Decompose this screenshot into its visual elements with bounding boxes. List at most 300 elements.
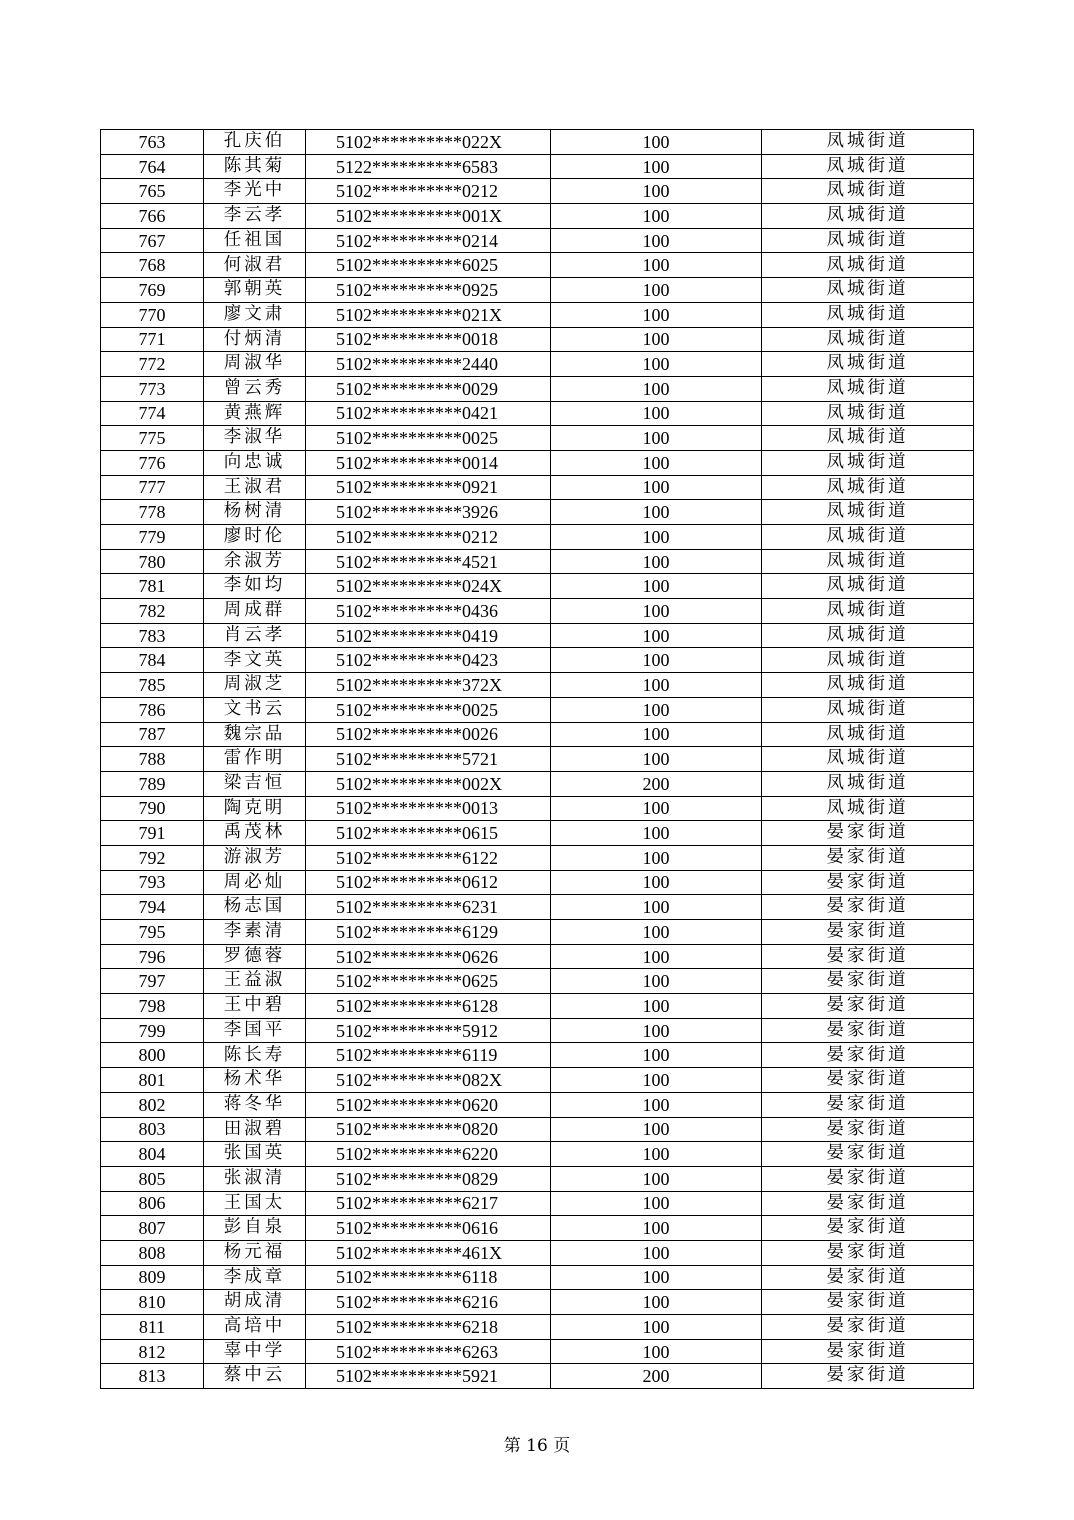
table-row (101, 401, 974, 426)
table-row (101, 426, 974, 451)
table-row (101, 1068, 974, 1093)
amount-cell: 100 (551, 821, 762, 846)
name-cell: 李淑华 (204, 426, 306, 451)
district-cell: 凤城街道 (762, 648, 974, 673)
row-number-cell: 812 (101, 1339, 204, 1364)
name-cell: 李文英 (204, 648, 306, 673)
table-row (101, 673, 974, 698)
amount-cell: 100 (551, 450, 762, 475)
amount-cell: 100 (551, 376, 762, 401)
id-number-cell: 5102**********5721 (306, 747, 551, 772)
district-cell: 凤城街道 (762, 401, 974, 426)
row-number-cell: 768 (101, 253, 204, 278)
id-number-cell: 5122**********6583 (306, 154, 551, 179)
district-cell: 凤城街道 (762, 130, 974, 155)
district-cell: 凤城街道 (762, 747, 974, 772)
row-number-cell: 797 (101, 969, 204, 994)
name-cell: 李成章 (204, 1265, 306, 1290)
name-cell: 张淑清 (204, 1166, 306, 1191)
id-number-cell: 5102**********0014 (306, 450, 551, 475)
district-cell: 晏家街道 (762, 1018, 974, 1043)
district-cell: 晏家街道 (762, 870, 974, 895)
name-cell: 黄燕辉 (204, 401, 306, 426)
table-row (101, 722, 974, 747)
row-number-cell: 776 (101, 450, 204, 475)
table-row (101, 648, 974, 673)
name-cell: 张国英 (204, 1142, 306, 1167)
table-row (101, 1240, 974, 1265)
row-number-cell: 804 (101, 1142, 204, 1167)
id-number-cell: 5102**********0025 (306, 426, 551, 451)
row-number-cell: 790 (101, 796, 204, 821)
id-number-cell: 5102**********0626 (306, 944, 551, 969)
district-cell: 晏家街道 (762, 895, 974, 920)
table-row (101, 278, 974, 303)
row-number-cell: 785 (101, 673, 204, 698)
row-number-cell: 781 (101, 574, 204, 599)
row-number-cell: 796 (101, 944, 204, 969)
name-cell: 辜中学 (204, 1339, 306, 1364)
table-row (101, 796, 974, 821)
district-cell: 晏家街道 (762, 1191, 974, 1216)
id-number-cell: 5102**********0421 (306, 401, 551, 426)
name-cell: 王淑君 (204, 475, 306, 500)
name-cell: 何淑君 (204, 253, 306, 278)
district-cell: 凤城街道 (762, 327, 974, 352)
amount-cell: 100 (551, 673, 762, 698)
row-number-cell: 792 (101, 845, 204, 870)
id-number-cell: 5102**********0013 (306, 796, 551, 821)
row-number-cell: 800 (101, 1043, 204, 1068)
row-number-cell: 784 (101, 648, 204, 673)
table-row (101, 1117, 974, 1142)
id-number-cell: 5102**********0829 (306, 1166, 551, 1191)
row-number-cell: 799 (101, 1018, 204, 1043)
amount-cell: 100 (551, 228, 762, 253)
id-number-cell: 5102**********6220 (306, 1142, 551, 1167)
name-cell: 陈其菊 (204, 154, 306, 179)
id-number-cell: 5102**********372X (306, 673, 551, 698)
id-number-cell: 5102**********5921 (306, 1364, 551, 1389)
district-cell: 晏家街道 (762, 1339, 974, 1364)
row-number-cell: 801 (101, 1068, 204, 1093)
table-row (101, 1043, 974, 1068)
row-number-cell: 763 (101, 130, 204, 155)
amount-cell: 100 (551, 796, 762, 821)
table-row (101, 130, 974, 155)
id-number-cell: 5102**********6122 (306, 845, 551, 870)
row-number-cell: 795 (101, 920, 204, 945)
district-cell: 晏家街道 (762, 969, 974, 994)
amount-cell: 200 (551, 771, 762, 796)
row-number-cell: 777 (101, 475, 204, 500)
row-number-cell: 770 (101, 302, 204, 327)
row-number-cell: 794 (101, 895, 204, 920)
id-number-cell: 5102**********6129 (306, 920, 551, 945)
district-cell: 凤城街道 (762, 771, 974, 796)
row-number-cell: 767 (101, 228, 204, 253)
row-number-cell: 765 (101, 179, 204, 204)
row-number-cell: 772 (101, 352, 204, 377)
name-cell: 胡成清 (204, 1290, 306, 1315)
id-number-cell: 5102**********0612 (306, 870, 551, 895)
name-cell: 李国平 (204, 1018, 306, 1043)
amount-cell: 100 (551, 278, 762, 303)
table-row (101, 1142, 974, 1167)
id-number-cell: 5102**********6119 (306, 1043, 551, 1068)
amount-cell: 100 (551, 426, 762, 451)
table-row (101, 969, 974, 994)
row-number-cell: 779 (101, 525, 204, 550)
name-cell: 游淑芳 (204, 845, 306, 870)
id-number-cell: 5102**********0925 (306, 278, 551, 303)
amount-cell: 100 (551, 895, 762, 920)
table-row (101, 994, 974, 1019)
table-row (101, 870, 974, 895)
district-cell: 凤城街道 (762, 253, 974, 278)
amount-cell: 100 (551, 179, 762, 204)
amount-cell: 100 (551, 475, 762, 500)
id-number-cell: 5102**********0025 (306, 697, 551, 722)
name-cell: 蒋冬华 (204, 1092, 306, 1117)
table-row (101, 1092, 974, 1117)
amount-cell: 100 (551, 352, 762, 377)
name-cell: 郭朝英 (204, 278, 306, 303)
amount-cell: 100 (551, 574, 762, 599)
id-number-cell: 5102**********0423 (306, 648, 551, 673)
district-cell: 凤城街道 (762, 302, 974, 327)
amount-cell: 100 (551, 500, 762, 525)
table-row (101, 253, 974, 278)
table-row (101, 944, 974, 969)
table-row (101, 302, 974, 327)
name-cell: 周淑芝 (204, 673, 306, 698)
district-cell: 凤城街道 (762, 204, 974, 229)
amount-cell: 100 (551, 870, 762, 895)
id-number-cell: 5102**********6263 (306, 1339, 551, 1364)
name-cell: 高培中 (204, 1315, 306, 1340)
id-number-cell: 5102**********5912 (306, 1018, 551, 1043)
district-cell: 凤城街道 (762, 697, 974, 722)
name-cell: 周成群 (204, 599, 306, 624)
row-number-cell: 807 (101, 1216, 204, 1241)
name-cell: 陶克明 (204, 796, 306, 821)
id-number-cell: 5102**********6128 (306, 994, 551, 1019)
row-number-cell: 766 (101, 204, 204, 229)
name-cell: 彭自泉 (204, 1216, 306, 1241)
table-row (101, 574, 974, 599)
table-row (101, 771, 974, 796)
name-cell: 杨术华 (204, 1068, 306, 1093)
name-cell: 孔庆伯 (204, 130, 306, 155)
name-cell: 曾云秀 (204, 376, 306, 401)
district-cell: 凤城街道 (762, 722, 974, 747)
row-number-cell: 803 (101, 1117, 204, 1142)
amount-cell: 100 (551, 1339, 762, 1364)
district-cell: 晏家街道 (762, 1216, 974, 1241)
table-row (101, 228, 974, 253)
district-cell: 凤城街道 (762, 623, 974, 648)
id-number-cell: 5102**********0625 (306, 969, 551, 994)
table-row (101, 154, 974, 179)
table-row (101, 500, 974, 525)
id-number-cell: 5102**********002X (306, 771, 551, 796)
district-cell: 晏家街道 (762, 1265, 974, 1290)
id-number-cell: 5102**********6217 (306, 1191, 551, 1216)
amount-cell: 100 (551, 697, 762, 722)
id-number-cell: 5102**********6216 (306, 1290, 551, 1315)
amount-cell: 100 (551, 1018, 762, 1043)
id-number-cell: 5102**********3926 (306, 500, 551, 525)
name-cell: 肖云孝 (204, 623, 306, 648)
row-number-cell: 773 (101, 376, 204, 401)
amount-cell: 100 (551, 648, 762, 673)
amount-cell: 100 (551, 1068, 762, 1093)
name-cell: 王中碧 (204, 994, 306, 1019)
id-number-cell: 5102**********6118 (306, 1265, 551, 1290)
table-row (101, 327, 974, 352)
amount-cell: 100 (551, 154, 762, 179)
district-cell: 晏家街道 (762, 1240, 974, 1265)
amount-cell: 100 (551, 1290, 762, 1315)
id-number-cell: 5102**********4521 (306, 549, 551, 574)
id-number-cell: 5102**********0921 (306, 475, 551, 500)
row-number-cell: 789 (101, 771, 204, 796)
name-cell: 田淑碧 (204, 1117, 306, 1142)
name-cell: 余淑芳 (204, 549, 306, 574)
id-number-cell: 5102**********0212 (306, 179, 551, 204)
amount-cell: 100 (551, 1166, 762, 1191)
id-number-cell: 5102**********0018 (306, 327, 551, 352)
row-number-cell: 771 (101, 327, 204, 352)
name-cell: 梁吉恒 (204, 771, 306, 796)
name-cell: 文书云 (204, 697, 306, 722)
amount-cell: 100 (551, 327, 762, 352)
id-number-cell: 5102**********001X (306, 204, 551, 229)
amount-cell: 100 (551, 130, 762, 155)
district-cell: 晏家街道 (762, 1043, 974, 1068)
row-number-cell: 780 (101, 549, 204, 574)
row-number-cell: 806 (101, 1191, 204, 1216)
id-number-cell: 5102**********0615 (306, 821, 551, 846)
district-cell: 晏家街道 (762, 994, 974, 1019)
name-cell: 杨树清 (204, 500, 306, 525)
amount-cell: 100 (551, 1265, 762, 1290)
table-row (101, 475, 974, 500)
table-row (101, 623, 974, 648)
amount-cell: 100 (551, 525, 762, 550)
id-number-cell: 5102**********6218 (306, 1315, 551, 1340)
id-number-cell: 5102**********0212 (306, 525, 551, 550)
district-cell: 凤城街道 (762, 278, 974, 303)
id-number-cell: 5102**********2440 (306, 352, 551, 377)
amount-cell: 100 (551, 1043, 762, 1068)
row-number-cell: 769 (101, 278, 204, 303)
name-cell: 罗德蓉 (204, 944, 306, 969)
name-cell: 杨元福 (204, 1240, 306, 1265)
row-number-cell: 775 (101, 426, 204, 451)
district-cell: 凤城街道 (762, 352, 974, 377)
row-number-cell: 774 (101, 401, 204, 426)
id-number-cell: 5102**********461X (306, 1240, 551, 1265)
row-number-cell: 782 (101, 599, 204, 624)
amount-cell: 100 (551, 1216, 762, 1241)
row-number-cell: 802 (101, 1092, 204, 1117)
row-number-cell: 810 (101, 1290, 204, 1315)
district-cell: 凤城街道 (762, 450, 974, 475)
id-number-cell: 5102**********022X (306, 130, 551, 155)
district-cell: 凤城街道 (762, 376, 974, 401)
table-row (101, 1265, 974, 1290)
id-number-cell: 5102**********0820 (306, 1117, 551, 1142)
table-row (101, 1315, 974, 1340)
row-number-cell: 813 (101, 1364, 204, 1389)
table-row (101, 1191, 974, 1216)
amount-cell: 100 (551, 1117, 762, 1142)
row-number-cell: 808 (101, 1240, 204, 1265)
district-cell: 晏家街道 (762, 1092, 974, 1117)
name-cell: 雷作明 (204, 747, 306, 772)
amount-cell: 100 (551, 747, 762, 772)
table-row (101, 1290, 974, 1315)
district-cell: 凤城街道 (762, 796, 974, 821)
id-number-cell: 5102**********0616 (306, 1216, 551, 1241)
row-number-cell: 787 (101, 722, 204, 747)
row-number-cell: 764 (101, 154, 204, 179)
amount-cell: 100 (551, 1142, 762, 1167)
row-number-cell: 809 (101, 1265, 204, 1290)
amount-cell: 100 (551, 302, 762, 327)
name-cell: 陈长寿 (204, 1043, 306, 1068)
row-number-cell: 791 (101, 821, 204, 846)
district-cell: 凤城街道 (762, 179, 974, 204)
amount-cell: 100 (551, 401, 762, 426)
table-row (101, 821, 974, 846)
id-number-cell: 5102**********082X (306, 1068, 551, 1093)
district-cell: 凤城街道 (762, 574, 974, 599)
name-cell: 禹茂林 (204, 821, 306, 846)
district-cell: 凤城街道 (762, 673, 974, 698)
row-number-cell: 786 (101, 697, 204, 722)
table-row (101, 450, 974, 475)
amount-cell: 100 (551, 920, 762, 945)
table-row (101, 525, 974, 550)
amount-cell: 100 (551, 1240, 762, 1265)
district-cell: 晏家街道 (762, 944, 974, 969)
table-row (101, 1018, 974, 1043)
row-number-cell: 788 (101, 747, 204, 772)
amount-cell: 100 (551, 969, 762, 994)
district-cell: 晏家街道 (762, 1364, 974, 1389)
record-table (100, 129, 974, 1389)
row-number-cell: 793 (101, 870, 204, 895)
district-cell: 凤城街道 (762, 228, 974, 253)
district-cell: 晏家街道 (762, 920, 974, 945)
name-cell: 任祖国 (204, 228, 306, 253)
name-cell: 李如均 (204, 574, 306, 599)
name-cell: 王国太 (204, 1191, 306, 1216)
id-number-cell: 5102**********0026 (306, 722, 551, 747)
table-row (101, 895, 974, 920)
id-number-cell: 5102**********021X (306, 302, 551, 327)
name-cell: 李素清 (204, 920, 306, 945)
row-number-cell: 805 (101, 1166, 204, 1191)
table-row (101, 179, 974, 204)
district-cell: 晏家街道 (762, 821, 974, 846)
amount-cell: 100 (551, 1191, 762, 1216)
name-cell: 李云孝 (204, 204, 306, 229)
id-number-cell: 5102**********0214 (306, 228, 551, 253)
name-cell: 向忠诚 (204, 450, 306, 475)
district-cell: 凤城街道 (762, 475, 974, 500)
amount-cell: 200 (551, 1364, 762, 1389)
row-number-cell: 798 (101, 994, 204, 1019)
amount-cell: 100 (551, 204, 762, 229)
row-number-cell: 783 (101, 623, 204, 648)
amount-cell: 100 (551, 1315, 762, 1340)
amount-cell: 100 (551, 549, 762, 574)
id-number-cell: 5102**********024X (306, 574, 551, 599)
amount-cell: 100 (551, 253, 762, 278)
name-cell: 周必灿 (204, 870, 306, 895)
name-cell: 杨志国 (204, 895, 306, 920)
table-row (101, 1339, 974, 1364)
amount-cell: 100 (551, 722, 762, 747)
district-cell: 晏家街道 (762, 1142, 974, 1167)
name-cell: 王益淑 (204, 969, 306, 994)
district-cell: 凤城街道 (762, 599, 974, 624)
table-row (101, 845, 974, 870)
district-cell: 晏家街道 (762, 845, 974, 870)
district-cell: 凤城街道 (762, 549, 974, 574)
table-row (101, 376, 974, 401)
table-row (101, 1216, 974, 1241)
district-cell: 晏家街道 (762, 1290, 974, 1315)
district-cell: 晏家街道 (762, 1315, 974, 1340)
table-row (101, 599, 974, 624)
amount-cell: 100 (551, 623, 762, 648)
district-cell: 晏家街道 (762, 1166, 974, 1191)
id-number-cell: 5102**********6231 (306, 895, 551, 920)
amount-cell: 100 (551, 1092, 762, 1117)
id-number-cell: 5102**********0029 (306, 376, 551, 401)
name-cell: 蔡中云 (204, 1364, 306, 1389)
table-row (101, 549, 974, 574)
id-number-cell: 5102**********6025 (306, 253, 551, 278)
id-number-cell: 5102**********0419 (306, 623, 551, 648)
district-cell: 凤城街道 (762, 525, 974, 550)
table-row (101, 747, 974, 772)
amount-cell: 100 (551, 599, 762, 624)
table-row (101, 204, 974, 229)
name-cell: 李光中 (204, 179, 306, 204)
district-cell: 晏家街道 (762, 1068, 974, 1093)
table-row (101, 697, 974, 722)
amount-cell: 100 (551, 994, 762, 1019)
amount-cell: 100 (551, 845, 762, 870)
name-cell: 廖文肃 (204, 302, 306, 327)
id-number-cell: 5102**********0436 (306, 599, 551, 624)
page-number: 第 16 页 (503, 1436, 571, 1456)
record-table-body (101, 130, 974, 1389)
name-cell: 付炳清 (204, 327, 306, 352)
district-cell: 晏家街道 (762, 1117, 974, 1142)
district-cell: 凤城街道 (762, 154, 974, 179)
name-cell: 魏宗品 (204, 722, 306, 747)
name-cell: 周淑华 (204, 352, 306, 377)
district-cell: 凤城街道 (762, 500, 974, 525)
table-row (101, 352, 974, 377)
